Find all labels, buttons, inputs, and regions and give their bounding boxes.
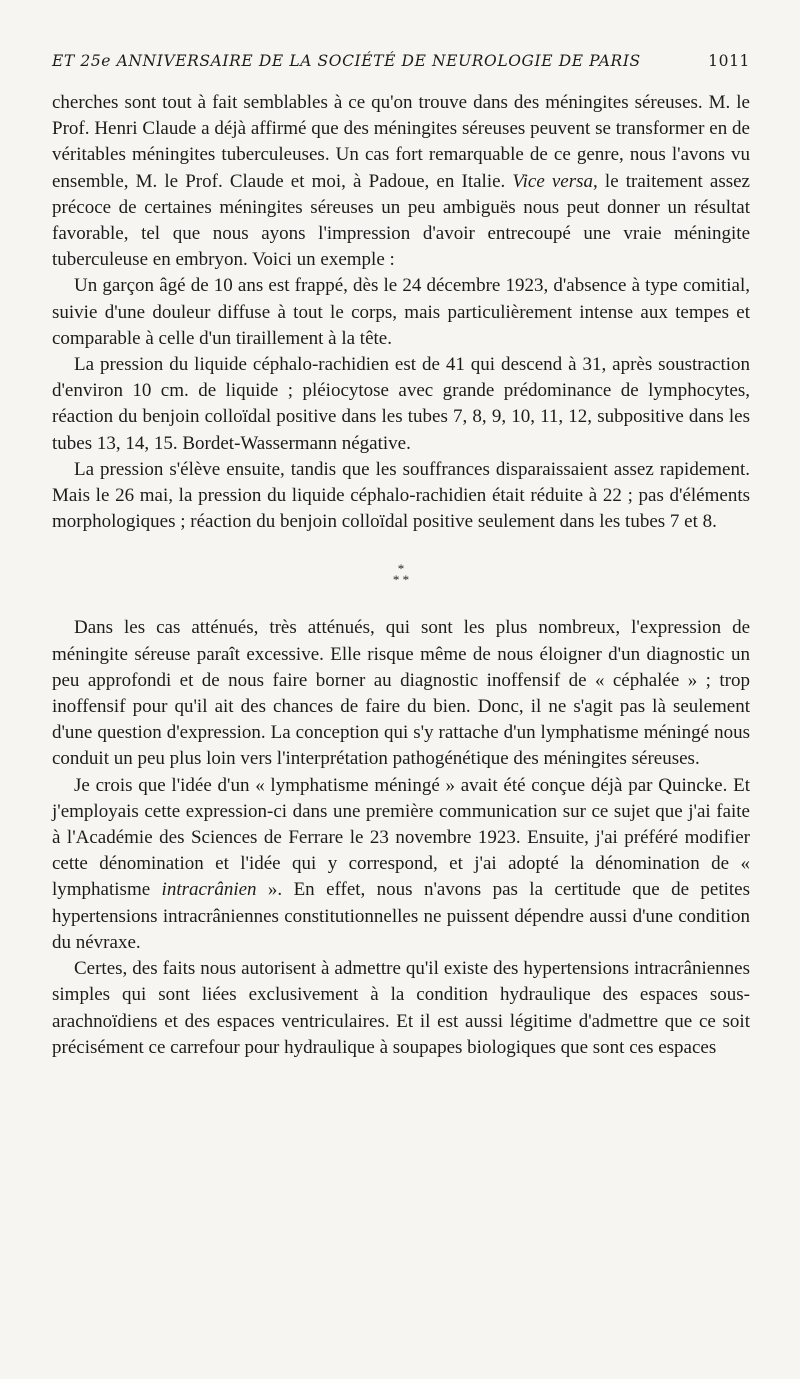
paragraph-quincke (52, 773, 750, 956)
italic-word-intracranien: intracrânien (161, 879, 257, 901)
paragraph-case-report: Un garçon âgé de 10 ans est frappé, dès le 24 décembre 1923, d'absence à type comitial, suivie d'une douleur diffuse à tout le corps, mais particulièrement intense aux tempes et comparable à celle d'un tiraillement à la tête. (52, 275, 750, 349)
separator-stars-bottom: * * (392, 572, 410, 588)
running-title: ET 25e ANNIVERSAIRE DE LA SOCIÉTÉ DE NEUROLOGIE DE PARIS (52, 52, 641, 70)
paragraph-text: cherches sont tout à fait semblables à ce qu'on trouve dans des méningites séreuses. M. le Prof. Henri Claude a déjà affirmé que des méningites séreuses peuvent se transformer en de véritables méningites tuberculeuses. Un cas fort remarquable de ce genre, nous l'avons vu ensemble, M. le Prof. Claude et moi, à Padoue, en Italie. (52, 92, 750, 192)
page-number: 1011 (708, 52, 750, 70)
paragraph-continued (52, 90, 750, 273)
paragraph-follow-up: La pression s'élève ensuite, tandis que les souffrances disparaissaient assez rapidement. Mais le 26 mai, la pression du liquide céphalo-rachidien était réduite à 22 ; pas d'éléments morphologiques ; réaction du benjoin colloïdal positive seulement dans les tubes 7 et 8. (52, 458, 750, 533)
paragraph-csf-findings: La pression du liquide céphalo-rachidien est de 41 qui descend à 31, après soustraction d'environ 10 cm. de liquide ; pléiocytose avec grande prédominance de lymphocytes, réaction du benjoin colloïdal positive dans les tubes 7, 8, 9, 10, 11, 12, subpositive dans les tubes 13, 14, 15. Bordet-Wassermann négative. (52, 354, 750, 454)
paragraph-text: ». En effet, nous n'avons pas la certitude que de petites hypertensions intracrâniennes constitutionnelles ne puissent dépendre aussi d'une condition du névraxe. (52, 879, 751, 953)
running-header (52, 52, 750, 70)
paragraph-attenuated-cases: Dans les cas atténués, très atténués, qui sont les plus nombreux, l'expression de méningite séreuse paraît excessive. Elle risque même de nous éloigner d'un diagnostic un peu approfondi et de nous faire borner au diagnostic inoffensif de « céphalée » ; trop inoffensif pour qu'il ait des chances de faire du bien. Donc, il ne s'agit pas là seulement d'une question d'expression. La conception qui s'y rattache d'un lymphatisme méningé nous conduit un peu plus loin vers l'interprétation pathogénétique des méningites séreuses. (52, 617, 750, 770)
body-text (52, 90, 750, 1061)
separator-star-top: * (397, 561, 405, 577)
paragraph-hypertensions: Certes, des faits nous autorisent à admettre qu'il existe des hypertensions intracrâniennes simples qui sont liées exclusivement à la condition hydraulique des espaces sous-arachnoïdiens et des espaces ventriculaires. Et il est aussi légitime d'admettre que ce soit précisément ce carrefour pour hydraulique à soupapes biologiques que sont ces espaces (52, 958, 750, 1058)
paragraph-text: , le traitement assez précoce de certaines méningites séreuses un peu ambiguës nous peut donner un résultat favorable, tel que nous ayons l'impression d'avoir entrecoupé une vraie méningite tuberculeuse en embryon. Voici un exemple : (52, 170, 750, 271)
section-separator (52, 561, 750, 588)
italic-phrase-vice-versa: Vice versa (512, 170, 594, 192)
paragraph-text: Je crois que l'idée d'un « lymphatisme méningé » avait été conçue déjà par Quincke. Et j'employais cette expression-ci dans une première communication sur ce sujet que j'ai faite à l'Académie des Sciences de Ferrare le 23 novembre 1923. Ensuite, j'ai préféré modifier cette dénomination et l'idée qui y correspond, et j'ai adopté la dénomination de « lymphatisme (52, 774, 750, 901)
